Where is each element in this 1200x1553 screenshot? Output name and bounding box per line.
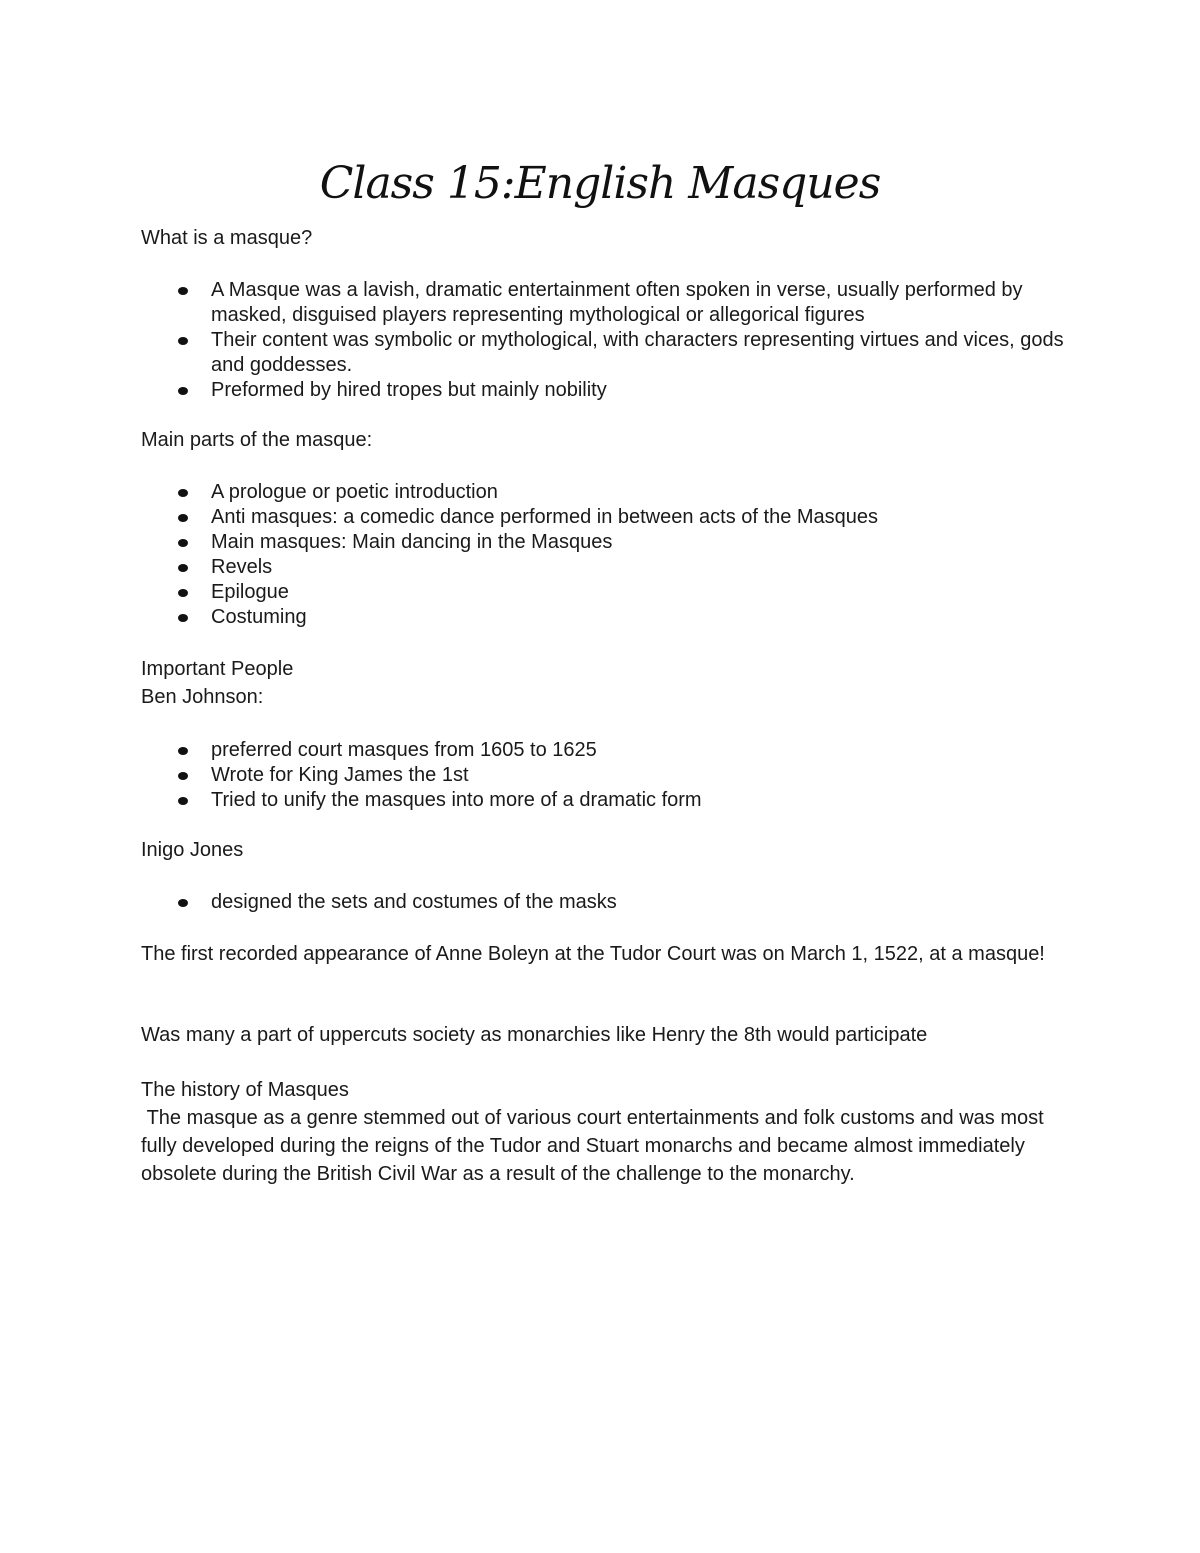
section-heading-history: The history of Masques bbox=[141, 1079, 349, 1101]
bullet-icon bbox=[178, 489, 188, 497]
bullet-icon bbox=[178, 337, 188, 345]
bullet-icon bbox=[178, 387, 188, 395]
main-parts-list bbox=[141, 480, 1071, 630]
bullet-icon bbox=[178, 564, 188, 572]
document-body bbox=[141, 226, 1071, 1188]
list-item: Their content was symbolic or mythological, with characters representing virtues and vices, gods and goddesses. bbox=[141, 328, 1071, 378]
section-heading-people: Important People bbox=[141, 658, 294, 680]
bullet-icon bbox=[178, 539, 188, 547]
bullet-icon bbox=[178, 772, 188, 780]
inigo-jones-list bbox=[141, 890, 1071, 915]
list-item: Anti masques: a comedic dance performed in between acts of the Masques bbox=[141, 505, 1071, 530]
list-item: Revels bbox=[141, 555, 1071, 580]
ben-johnson-list bbox=[141, 738, 1071, 813]
list-item: Main masques: Main dancing in the Masques bbox=[141, 530, 1071, 555]
bullet-icon bbox=[178, 614, 188, 622]
document-title: Class 15:English Masques bbox=[319, 158, 881, 209]
section-heading-main-parts: Main parts of the masque: bbox=[141, 429, 373, 451]
what-is-list bbox=[141, 278, 1071, 403]
uppercuts-paragraph: Was many a part of uppercuts society as monarchies like Henry the 8th would participate bbox=[141, 1024, 928, 1046]
list-item: A prologue or poetic introduction bbox=[141, 480, 1071, 505]
list-item: designed the sets and costumes of the masks bbox=[141, 890, 1071, 915]
bullet-icon bbox=[178, 589, 188, 597]
anne-boleyn-paragraph: The first recorded appearance of Anne Boleyn at the Tudor Court was on March 1, 1522, at a masque! bbox=[141, 943, 1045, 965]
history-paragraph: The masque as a genre stemmed out of various court entertainments and folk customs and was most fully developed during the reigns of the Tudor and Stuart monarchs and became almost immediately obsolete during the British Civil War as a result of the challenge to the monarchy. bbox=[141, 1107, 1050, 1185]
bullet-icon bbox=[178, 899, 188, 907]
bullet-icon bbox=[178, 797, 188, 805]
section-heading-what-is: What is a masque? bbox=[141, 227, 313, 249]
list-item: Tried to unify the masques into more of a dramatic form bbox=[141, 788, 1071, 813]
bullet-icon bbox=[178, 287, 188, 295]
list-item: Costuming bbox=[141, 605, 1071, 630]
person-heading-ben-johnson: Ben Johnson: bbox=[141, 686, 264, 708]
bullet-icon bbox=[178, 747, 188, 755]
bullet-icon bbox=[178, 514, 188, 522]
list-item: Preformed by hired tropes but mainly nobility bbox=[141, 378, 1071, 403]
list-item: A Masque was a lavish, dramatic entertainment often spoken in verse, usually performed by masked, disguised players representing mythological or allegorical figures bbox=[141, 278, 1071, 328]
list-item: Wrote for King James the 1st bbox=[141, 763, 1071, 788]
person-heading-inigo-jones: Inigo Jones bbox=[141, 839, 244, 861]
list-item: preferred court masques from 1605 to 1625 bbox=[141, 738, 1071, 763]
list-item: Epilogue bbox=[141, 580, 1071, 605]
